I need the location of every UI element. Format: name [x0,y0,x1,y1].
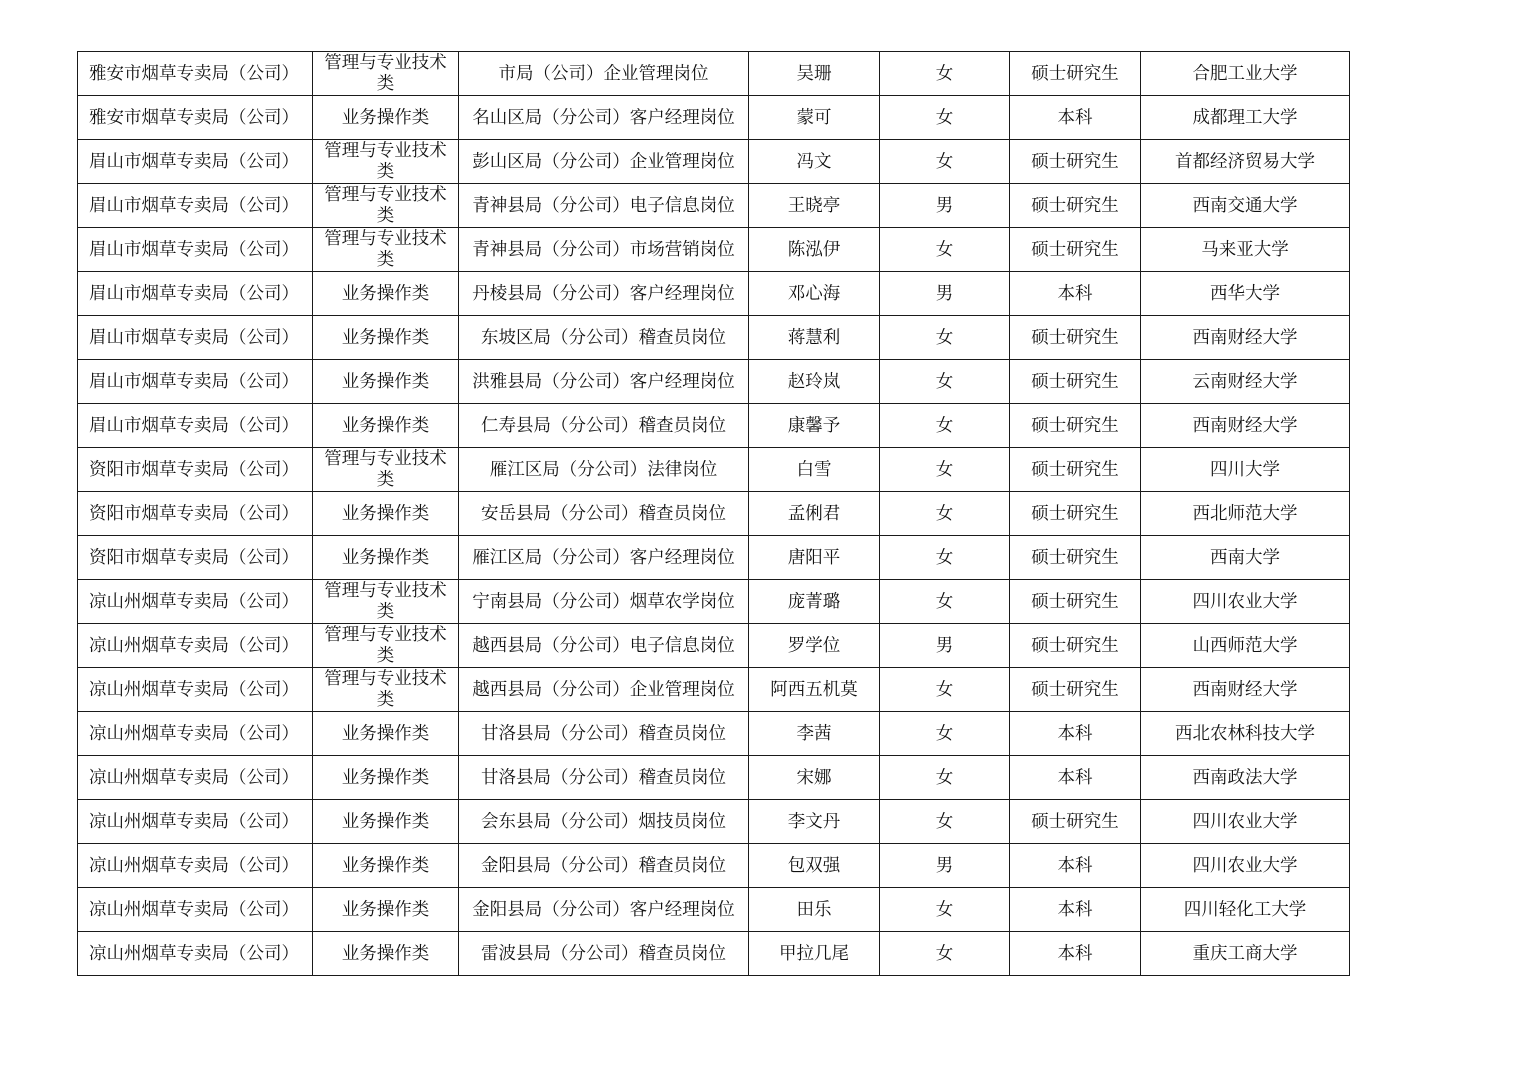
gender-cell: 男 [880,184,1010,228]
category-cell: 业务操作类 [313,932,459,976]
unit-cell: 凉山州烟草专卖局（公司） [78,756,313,800]
school-cell: 西南交通大学 [1141,184,1350,228]
position-cell: 越西县局（分公司）企业管理岗位 [459,668,749,712]
name-cell: 宋娜 [749,756,880,800]
unit-cell: 眉山市烟草专卖局（公司） [78,228,313,272]
name-cell: 冯文 [749,140,880,184]
name-cell: 蒋慧利 [749,316,880,360]
table-row [78,272,1350,316]
school-cell: 云南财经大学 [1141,360,1350,404]
table-row [78,316,1350,360]
name-cell: 白雪 [749,448,880,492]
category-cell: 业务操作类 [313,888,459,932]
education-cell: 本科 [1010,712,1141,756]
position-cell: 金阳县局（分公司）稽查员岗位 [459,844,749,888]
gender-cell: 女 [880,52,1010,96]
school-cell: 首都经济贸易大学 [1141,140,1350,184]
position-cell: 丹棱县局（分公司）客户经理岗位 [459,272,749,316]
gender-cell: 男 [880,624,1010,668]
name-cell: 阿西五机莫 [749,668,880,712]
gender-cell: 女 [880,404,1010,448]
education-cell: 硕士研究生 [1010,404,1141,448]
unit-cell: 眉山市烟草专卖局（公司） [78,140,313,184]
table-row [78,668,1350,712]
table-row [78,756,1350,800]
unit-cell: 眉山市烟草专卖局（公司） [78,316,313,360]
education-cell: 硕士研究生 [1010,448,1141,492]
school-cell: 四川农业大学 [1141,580,1350,624]
education-cell: 本科 [1010,932,1141,976]
position-cell: 甘洛县局（分公司）稽查员岗位 [459,712,749,756]
school-cell: 西华大学 [1141,272,1350,316]
name-cell: 庞菁璐 [749,580,880,624]
gender-cell: 女 [880,360,1010,404]
education-cell: 本科 [1010,272,1141,316]
education-cell: 硕士研究生 [1010,668,1141,712]
education-cell: 本科 [1010,844,1141,888]
school-cell: 西南财经大学 [1141,404,1350,448]
education-cell: 硕士研究生 [1010,360,1141,404]
category-cell: 业务操作类 [313,536,459,580]
name-cell: 包双强 [749,844,880,888]
table-row [78,844,1350,888]
category-cell: 业务操作类 [313,360,459,404]
school-cell: 合肥工业大学 [1141,52,1350,96]
table-row [78,448,1350,492]
position-cell: 雁江区局（分公司）客户经理岗位 [459,536,749,580]
category-cell: 业务操作类 [313,756,459,800]
name-cell: 李文丹 [749,800,880,844]
table-row [78,712,1350,756]
table-row [78,52,1350,96]
school-cell: 西南大学 [1141,536,1350,580]
education-cell: 硕士研究生 [1010,580,1141,624]
school-cell: 西南财经大学 [1141,668,1350,712]
school-cell: 马来亚大学 [1141,228,1350,272]
name-cell: 吴珊 [749,52,880,96]
unit-cell: 眉山市烟草专卖局（公司） [78,272,313,316]
position-cell: 金阳县局（分公司）客户经理岗位 [459,888,749,932]
position-cell: 洪雅县局（分公司）客户经理岗位 [459,360,749,404]
school-cell: 四川大学 [1141,448,1350,492]
position-cell: 越西县局（分公司）电子信息岗位 [459,624,749,668]
gender-cell: 女 [880,140,1010,184]
table-row [78,96,1350,140]
unit-cell: 凉山州烟草专卖局（公司） [78,800,313,844]
position-cell: 宁南县局（分公司）烟草农学岗位 [459,580,749,624]
education-cell: 硕士研究生 [1010,536,1141,580]
position-cell: 市局（公司）企业管理岗位 [459,52,749,96]
gender-cell: 女 [880,536,1010,580]
name-cell: 邓心海 [749,272,880,316]
education-cell: 硕士研究生 [1010,316,1141,360]
table-row [78,404,1350,448]
unit-cell: 凉山州烟草专卖局（公司） [78,932,313,976]
table-row [78,360,1350,404]
unit-cell: 凉山州烟草专卖局（公司） [78,844,313,888]
table-row [78,580,1350,624]
name-cell: 王晓亭 [749,184,880,228]
education-cell: 硕士研究生 [1010,228,1141,272]
category-cell: 业务操作类 [313,404,459,448]
gender-cell: 女 [880,756,1010,800]
unit-cell: 眉山市烟草专卖局（公司） [78,360,313,404]
school-cell: 西南政法大学 [1141,756,1350,800]
name-cell: 唐阳平 [749,536,880,580]
category-cell: 管理与专业技术类 [313,140,459,184]
name-cell: 甲拉几尾 [749,932,880,976]
unit-cell: 凉山州烟草专卖局（公司） [78,624,313,668]
education-cell: 硕士研究生 [1010,140,1141,184]
table-row [78,184,1350,228]
category-cell: 业务操作类 [313,316,459,360]
position-cell: 甘洛县局（分公司）稽查员岗位 [459,756,749,800]
gender-cell: 女 [880,932,1010,976]
education-cell: 硕士研究生 [1010,184,1141,228]
position-cell: 会东县局（分公司）烟技员岗位 [459,800,749,844]
school-cell: 西北农林科技大学 [1141,712,1350,756]
table-row [78,536,1350,580]
position-cell: 彭山区局（分公司）企业管理岗位 [459,140,749,184]
category-cell: 业务操作类 [313,96,459,140]
unit-cell: 资阳市烟草专卖局（公司） [78,536,313,580]
table-row [78,932,1350,976]
gender-cell: 女 [880,712,1010,756]
position-cell: 安岳县局（分公司）稽查员岗位 [459,492,749,536]
unit-cell: 眉山市烟草专卖局（公司） [78,184,313,228]
position-cell: 雷波县局（分公司）稽查员岗位 [459,932,749,976]
category-cell: 业务操作类 [313,712,459,756]
gender-cell: 女 [880,96,1010,140]
table-row [78,492,1350,536]
gender-cell: 女 [880,448,1010,492]
table-row [78,228,1350,272]
unit-cell: 凉山州烟草专卖局（公司） [78,888,313,932]
table-row [78,800,1350,844]
school-cell: 成都理工大学 [1141,96,1350,140]
position-cell: 仁寿县局（分公司）稽查员岗位 [459,404,749,448]
gender-cell: 女 [880,580,1010,624]
unit-cell: 凉山州烟草专卖局（公司） [78,668,313,712]
recruitment-table [77,51,1350,976]
education-cell: 硕士研究生 [1010,492,1141,536]
education-cell: 硕士研究生 [1010,800,1141,844]
school-cell: 重庆工商大学 [1141,932,1350,976]
education-cell: 本科 [1010,756,1141,800]
category-cell: 管理与专业技术类 [313,668,459,712]
unit-cell: 凉山州烟草专卖局（公司） [78,712,313,756]
table-row [78,888,1350,932]
gender-cell: 女 [880,228,1010,272]
position-cell: 雁江区局（分公司）法律岗位 [459,448,749,492]
position-cell: 名山区局（分公司）客户经理岗位 [459,96,749,140]
gender-cell: 女 [880,492,1010,536]
gender-cell: 男 [880,844,1010,888]
unit-cell: 凉山州烟草专卖局（公司） [78,580,313,624]
name-cell: 李茜 [749,712,880,756]
gender-cell: 女 [880,800,1010,844]
position-cell: 东坡区局（分公司）稽查员岗位 [459,316,749,360]
education-cell: 本科 [1010,888,1141,932]
category-cell: 管理与专业技术类 [313,580,459,624]
category-cell: 业务操作类 [313,800,459,844]
school-cell: 四川农业大学 [1141,844,1350,888]
position-cell: 青神县局（分公司）市场营销岗位 [459,228,749,272]
category-cell: 管理与专业技术类 [313,52,459,96]
education-cell: 本科 [1010,96,1141,140]
category-cell: 业务操作类 [313,492,459,536]
name-cell: 孟俐君 [749,492,880,536]
name-cell: 蒙可 [749,96,880,140]
name-cell: 罗学位 [749,624,880,668]
table-row [78,140,1350,184]
gender-cell: 男 [880,272,1010,316]
unit-cell: 雅安市烟草专卖局（公司） [78,96,313,140]
gender-cell: 女 [880,888,1010,932]
unit-cell: 雅安市烟草专卖局（公司） [78,52,313,96]
education-cell: 硕士研究生 [1010,52,1141,96]
name-cell: 赵玲岚 [749,360,880,404]
gender-cell: 女 [880,668,1010,712]
category-cell: 业务操作类 [313,272,459,316]
unit-cell: 资阳市烟草专卖局（公司） [78,448,313,492]
school-cell: 山西师范大学 [1141,624,1350,668]
category-cell: 管理与专业技术类 [313,184,459,228]
school-cell: 西南财经大学 [1141,316,1350,360]
category-cell: 管理与专业技术类 [313,624,459,668]
name-cell: 康馨予 [749,404,880,448]
name-cell: 陈泓伊 [749,228,880,272]
school-cell: 四川农业大学 [1141,800,1350,844]
table-row [78,624,1350,668]
gender-cell: 女 [880,316,1010,360]
category-cell: 管理与专业技术类 [313,448,459,492]
unit-cell: 资阳市烟草专卖局（公司） [78,492,313,536]
table-body [78,52,1350,976]
school-cell: 西北师范大学 [1141,492,1350,536]
unit-cell: 眉山市烟草专卖局（公司） [78,404,313,448]
education-cell: 硕士研究生 [1010,624,1141,668]
name-cell: 田乐 [749,888,880,932]
school-cell: 四川轻化工大学 [1141,888,1350,932]
position-cell: 青神县局（分公司）电子信息岗位 [459,184,749,228]
category-cell: 管理与专业技术类 [313,228,459,272]
category-cell: 业务操作类 [313,844,459,888]
